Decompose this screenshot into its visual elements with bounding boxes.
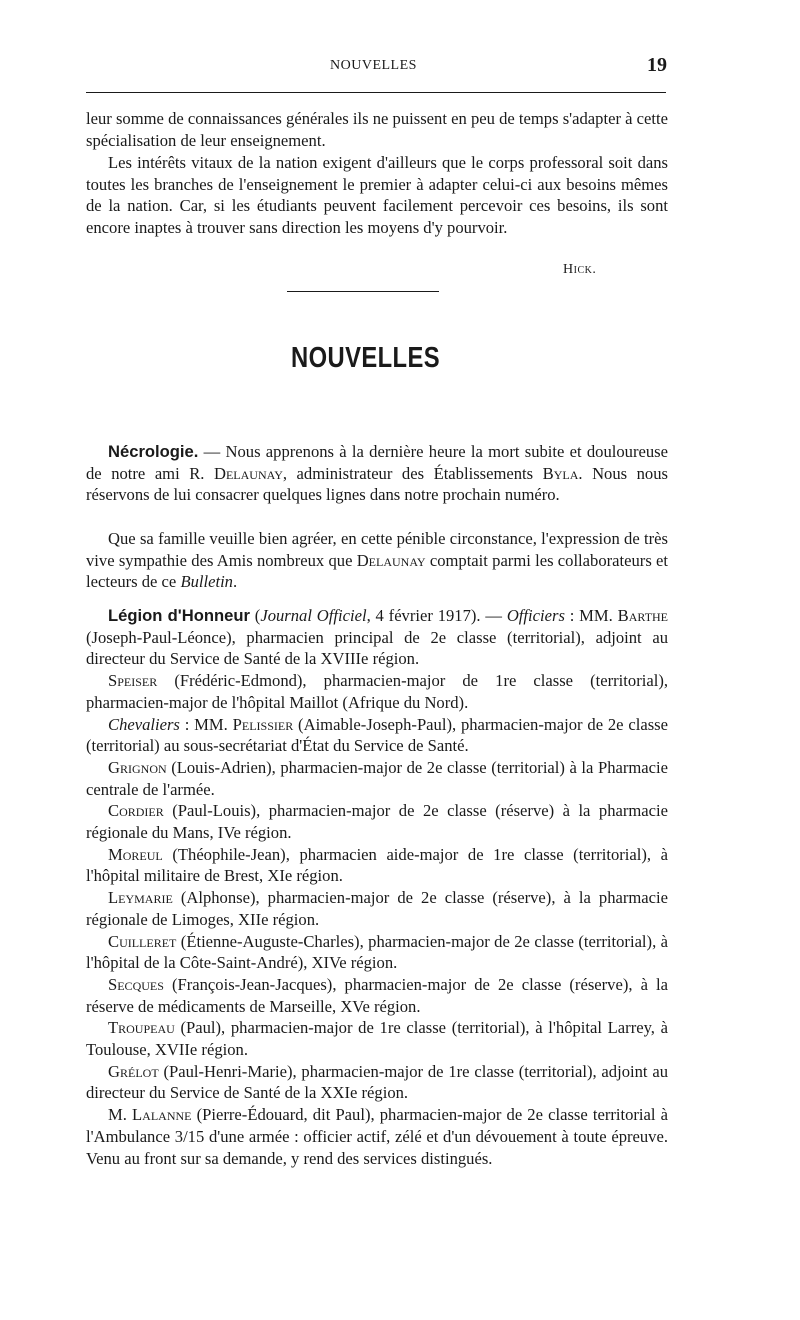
chevaliers-label: Chevaliers: [108, 714, 180, 734]
person-name: Secques: [108, 974, 164, 994]
person-name: Lalanne: [132, 1105, 192, 1125]
officiers-label: Officiers: [506, 606, 565, 625]
person-name: Cordier: [108, 801, 164, 821]
list-item: Grignon (Louis-Adrien), pharmacien-major de 2e classe (territorial) à la Pharmacie centrale de l'armée.: [86, 757, 668, 799]
person-name: Barthe: [617, 606, 669, 625]
header-rule: [86, 92, 666, 93]
person-name: Delaunay: [213, 463, 283, 483]
person-name: Pelissier: [232, 714, 294, 734]
list-item: Secques (François-Jean-Jacques), pharmacien-major de 2e classe (réserve), à la réserve de médicaments de Marseille, XVe région.: [86, 974, 668, 1016]
person-name: Cuilleret: [108, 931, 177, 951]
person-name: Speiser: [108, 671, 158, 691]
list-item: Cuilleret (Étienne-Auguste-Charles), pharmacien-major de 2e classe (territorial), à l'hôpital de la Côte-Saint-André), XIVe région.: [86, 931, 668, 973]
company-name: Byla: [542, 463, 579, 483]
necrologie-heading: Nécrologie.: [108, 442, 199, 461]
list-item: Moreul (Théophile-Jean), pharmacien aide-major de 1re classe (territorial), à l'hôpital militaire de Brest, XIe région.: [86, 844, 668, 886]
necrologie-condolences: Que sa famille veuille bien agréer, en cette pénible circonstance, l'expression de très vive sympathie des Amis nombreux que Delaunay comptait parmi les collaborateurs et lecteurs de ce Bulletin.: [86, 529, 669, 592]
person-name: Grélot: [108, 1061, 159, 1081]
chevaliers-paragraph: Chevaliers : MM. Pelissier (Aimable-Joseph-Paul), pharmacien-major de 2e classe (territorial) au sous-secrétariat d'État du Service de Santé.: [86, 714, 668, 756]
author-signature: Hick.: [563, 262, 597, 277]
person-name: Troupeau: [108, 1018, 175, 1038]
list-item: Cordier (Paul-Louis), pharmacien-major de 2e classe (réserve) à la pharmacie régionale du Mans, IVe région.: [86, 801, 668, 843]
page-number: 19: [647, 54, 667, 76]
person-name: Grignon: [108, 757, 167, 777]
person-name: Moreul: [108, 844, 163, 864]
list-item: Speiser (Frédéric-Edmond), pharmacien-major de 1re classe (territorial), pharmacien-major de l'hôpital Maillot (Afrique du Nord).: [86, 671, 668, 712]
bulletin-title: Bulletin: [180, 572, 233, 592]
intro-paragraph-2: Les intérêts vitaux de la nation exigent d'ailleurs que le corps professoral soit dans toutes les branches de l'enseignement le premier à adapter celui-ci aux besoins mêmes de la nation. Car, si les étudiants peuvent facilement percevoir ces besoins, ils sont encore inaptes à trouver sans direction les moyens d'y pourvoir.: [86, 153, 668, 238]
person-name: Leymarie: [108, 888, 173, 908]
legion-heading: Légion d'Honneur: [108, 606, 250, 625]
necrologie-paragraph: Nécrologie. — Nous apprenons à la dernière heure la mort subite et douloureuse de notre ami R. Delaunay, administrateur des Établissements Byla. Nous nous réservons de lui consacrer quelques lignes dans notre prochain numéro.: [86, 442, 668, 505]
running-title: NOUVELLES: [330, 58, 417, 73]
legion-honneur-section: [86, 605, 668, 1169]
section-title: NOUVELLES: [291, 342, 441, 374]
section-separator: [287, 291, 439, 292]
source-title: Journal Officiel: [260, 606, 367, 625]
legion-intro-paragraph: Légion d'Honneur (Journal Officiel, 4 février 1917). — Officiers : MM. Barthe (Joseph-Paul-Léonce), pharmacien principal de 2e classe (territorial), adjoint au directeur du Service de Santé de la XVIIIe région.: [86, 606, 669, 669]
list-item: Grélot (Paul-Henri-Marie), pharmacien-major de 1re classe (territorial), adjoint au directeur du Service de Santé de la XXIe région.: [86, 1061, 668, 1103]
intro-paragraph-continued: leur somme de connaissances générales ils ne puissent en peu de temps s'adapter à cette spécialisation de leur enseignement.: [86, 109, 668, 150]
list-item: Leymarie (Alphonse), pharmacien-major de 2e classe (réserve), à la pharmacie régionale de Limoges, XIIe région.: [86, 888, 668, 929]
list-item: Troupeau (Paul), pharmacien-major de 1re classe (territorial), à l'hôpital Larrey, à Toulouse, XVIIe région.: [86, 1018, 668, 1060]
person-name: Delaunay: [356, 550, 426, 570]
citation-paragraph: M. Lalanne (Pierre-Édouard, dit Paul), pharmacien-major de 2e classe territorial à l'Ambulance 3/15 d'une armée : officier actif, zélé et d'un dévouement à toute épreuve. Venu au front sur sa demande, y rend des services distingués.: [86, 1105, 669, 1168]
